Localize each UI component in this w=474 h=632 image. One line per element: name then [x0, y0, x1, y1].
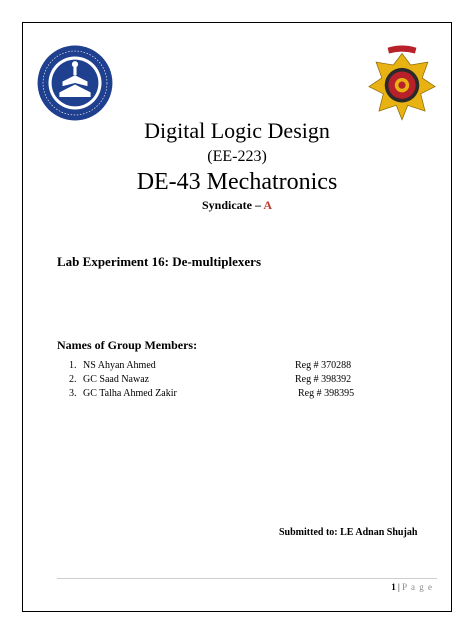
syndicate-value: A — [263, 198, 273, 212]
page-number — [391, 582, 433, 592]
member-name: NS Ahyan Ahmed — [83, 360, 156, 371]
lab-experiment-title: Lab Experiment 16: De-multiplexers — [57, 254, 262, 269]
page-number-value: 1 — [391, 582, 396, 592]
member-list — [57, 360, 437, 402]
member-name: GC Saad Nawaz — [83, 374, 150, 385]
syndicate-line — [0, 198, 474, 213]
university-seal-logo — [36, 44, 114, 122]
list-item — [57, 360, 437, 374]
member-reg: Reg # 370288 — [295, 360, 352, 371]
member-name: GC Talha Ahmed Zakir — [83, 388, 177, 399]
list-item — [57, 374, 437, 388]
member-reg: Reg # 398395 — [298, 388, 355, 399]
list-item — [57, 388, 437, 402]
member-number: 1. — [69, 360, 77, 371]
page-separator: | — [398, 582, 400, 592]
class-name: DE-43 Mechatronics — [136, 169, 338, 195]
syndicate-label: Syndicate – — [201, 198, 261, 212]
document-title: Digital Logic Design — [144, 118, 330, 143]
military-emblem-logo — [366, 42, 438, 124]
member-number: 2. — [69, 374, 77, 385]
page-label: P a g e — [402, 582, 433, 592]
member-reg: Reg # 398392 — [295, 374, 352, 385]
submitted-to: Submitted to: LE Adnan Shujah — [279, 527, 418, 538]
member-number: 3. — [69, 388, 77, 399]
footer-divider — [57, 578, 437, 579]
course-code: (EE-223) — [207, 148, 267, 165]
members-heading: Names of Group Members: — [57, 338, 198, 352]
